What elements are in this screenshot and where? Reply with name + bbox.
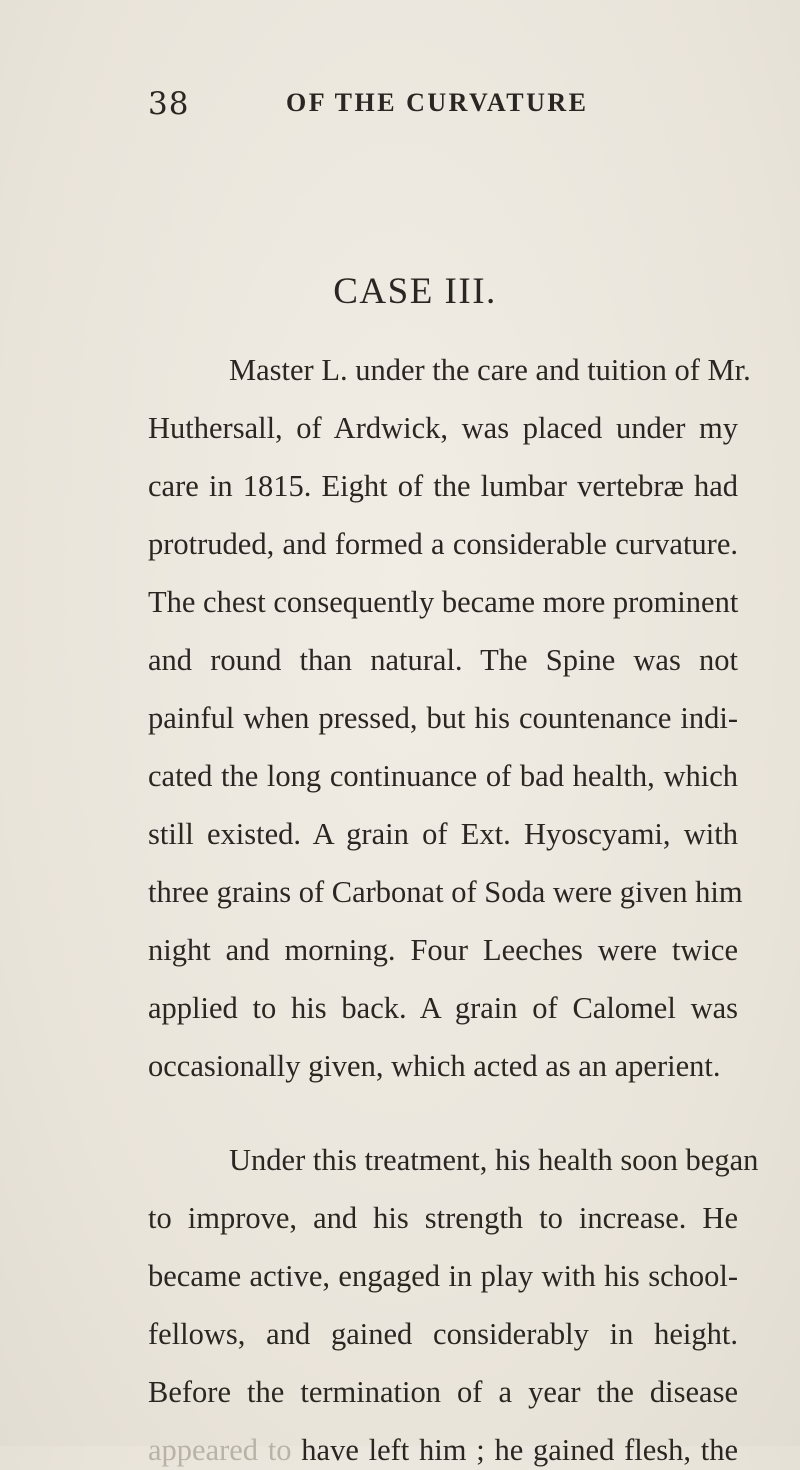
paragraph-2-line: Under this treatment, his health soon began: [229, 1143, 759, 1177]
paragraph-1-line: occasionally given, which acted as an aperient.: [148, 1049, 721, 1083]
case-heading: CASE III.: [333, 271, 497, 312]
paragraph-1-line: night and morning. Four Leeches were twice: [148, 933, 738, 967]
paragraph-1-line: painful when pressed, but his countenance indi-: [148, 701, 738, 735]
running-head: [0, 86, 800, 126]
paragraph-1-line: care in 1815. Eight of the lumbar vertebræ had: [148, 469, 738, 503]
paragraph-1-line: The chest consequently became more prominent: [148, 585, 739, 619]
page-number: 38: [148, 86, 190, 122]
paragraph-1-line: still existed. A grain of Ext. Hyoscyami, with: [148, 817, 738, 851]
paragraph-1-line: Huthersall, of Ardwick, was placed under my: [148, 411, 738, 445]
faded-text: appeared to: [148, 1433, 292, 1467]
paragraph-2-line: became active, engaged in play with his school-: [148, 1259, 738, 1293]
paragraph-2-line: Before the termination of a year the disease: [148, 1375, 738, 1409]
paragraph-1-line: and round than natural. The Spine was not: [148, 643, 738, 677]
paragraph-2-line: fellows, and gained considerably in height.: [148, 1317, 738, 1351]
paragraph-2-line: to improve, and his strength to increase. He: [148, 1201, 738, 1235]
running-title: OF THE CURVATURE: [286, 88, 589, 117]
paragraph-1-line: cated the long continuance of bad health, which: [148, 759, 738, 793]
paragraph-1-line: applied to his back. A grain of Calomel was: [148, 991, 738, 1025]
paragraph-1-line: three grains of Carbonat of Soda were given him: [148, 875, 743, 909]
line-text: have left him ; he gained flesh, the: [291, 1433, 739, 1467]
paragraph-1-line: protruded, and formed a considerable curvature.: [148, 527, 738, 561]
paragraph-2-line: [148, 1430, 738, 1470]
paragraph-1-line: Master L. under the care and tuition of Mr.: [229, 353, 751, 387]
